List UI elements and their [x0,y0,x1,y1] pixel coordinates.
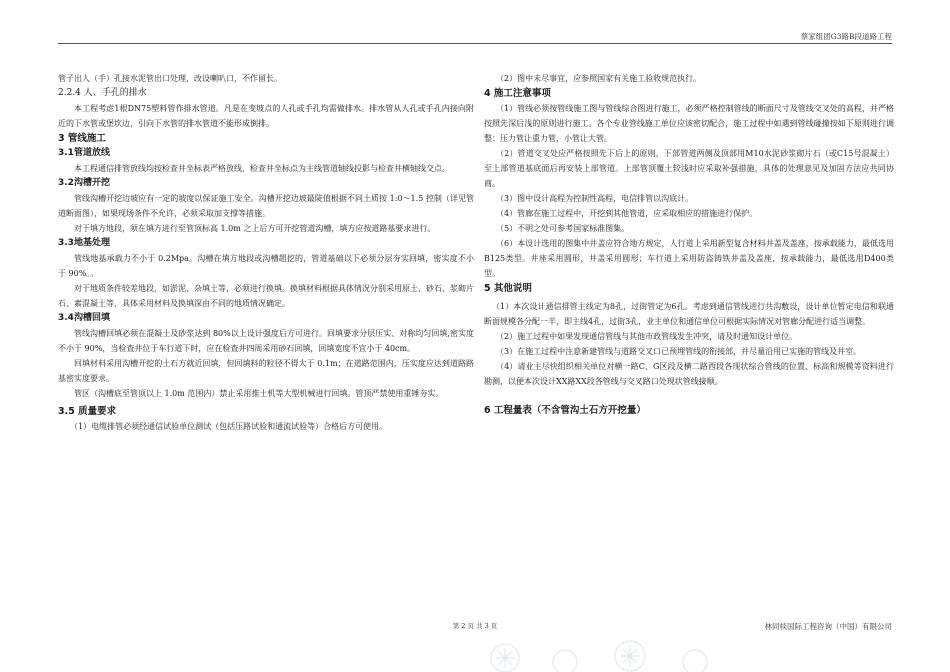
list-item: （2）施工过程中如果发现通信管线与其他市政管线发生冲突，请及时通知设计单位。 [496,332,798,341]
list-item: （1）管线必须按管线施工图与管线综合图进行施工，必须严格控制管线的断面尺寸及管线交叉处的高程，并严格按照先深后浅的原则进行施工。各个专业管线施工单位应该密切配合，施工过程中如遇到管线碰撞按如下原则进行调整：压力管让重力管，小管让大管。 [484,104,894,143]
right-column [484,71,894,418]
paragraph: 对于地质条件较差地段，如淤泥、杂填土等，必须进行换填。换填材料根据具体情况分别采用原土、砂石、浆砌片石、素混凝土等，具体采用材料及换填深由不同的地质情况确定。 [58,284,474,308]
list-item: （3）在施工过程中注意新建管线与道路交叉口已预埋管线的衔接部，并尽量沿用已实施的管线及井室。 [496,347,862,356]
paragraph: 对于填方地段，须在填方进行至管顶标高 1.0m 之上后方可开挖管道沟槽，填方应按道路基要求进行。 [74,224,436,233]
paragraph: （1）电缆排管必须经通信试验单位测试（包括压路试验和通流试验等）合格后方可使用。 [70,422,388,431]
paragraph: 管线地基承载力不小于 0.2Mpa。沟槽在填方地段或沟槽超挖的，管道基础以下必须分层夯实回填，密实度不小于 90%。。 [58,254,474,278]
paragraph: 回填材料采用沟槽开挖的土石方就近回填，但回填料的粒径不得大于 0.1m；在道路范围内，压实度应达到道路路基密实度要求。 [58,359,474,383]
section-heading-3-2: 3.2沟槽开挖 [58,178,110,188]
section-heading-2-2-4: 2.2.4 人、手孔的排水 [58,88,147,98]
list-item: （3）图中设计高程为控制性高程，电信排管以沟底计。 [496,194,694,203]
left-column [58,71,474,434]
section-heading-3: 3 管线施工 [58,133,106,144]
list-item: （5）不明之处可参考国家标准图集。 [496,224,630,233]
section-heading-6: 6 工程量表（不含管沟土石方开挖量） [484,405,646,416]
paragraph: 管线沟槽回填必须在混凝土及砂浆达到 80%以上设计强度后方可进行。回填要求分层压实、对称均匀回填,密实度不小于 90%，当检查井位于车行道下时，应在检查井四周采用砂石回填，回填宽度不宜小于 40cm。 [58,329,474,353]
section-heading-3-3: 3.3地基处理 [58,238,110,248]
company-name: 林同棪国际工程咨询（中国）有限公司 [764,622,892,631]
paragraph: 管线沟槽开挖边坡应有一定的坡度以保证施工安全。沟槽开挖边坡最陡值根据不同土质按 1:0～1.5 控制（详见管道断面图），如果现场条件不允许，必须采取加支撑等措施。 [58,194,474,218]
header-project-name: 蔡家组团G3路B段道路工程 [800,32,892,41]
header-divider [58,43,892,44]
section-heading-3-4: 3.4沟槽回填 [58,313,110,323]
list-item: （2）管道交叉处应严格按照先下后上的原则，下部管道两侧及顶部用M10水泥砂浆砌片石（或C15号混凝土）至上部管道基底面后再安装上部管道。上部管顶覆土较浅时应采取补强措施，具体的处理意见及加固方法应共同协商。 [484,149,894,188]
section-heading-5: 5 其他说明 [484,283,532,294]
section-heading-4: 4 施工注意事项 [484,88,551,99]
list-item: （4）管廊在施工过程中，开挖到其他管道，应采取相应的措施进行保护。 [496,209,758,218]
section-heading-3-1: 3.1管道放线 [58,148,110,158]
watermark-pattern [455,630,755,672]
page-number: 第 2 页 共 3 页 [452,622,498,630]
list-item: （1）本次设计通信排管主线定为8孔，过街管定为6孔。考虑到通信管线进行共沟敷设，设计单位暂定电信和联通断面规模各分配一半，即主线4孔，过街3孔，业主单位和通信单位可根据实际情况对管廊分配进行适当调整。 [484,302,894,326]
list-item: （6）本设计选用的图集中井盖应符合地方规定，人行道上采用新型复合材料井盖及盖座，按承载能力，最低选用B125类型。井座采用圆形，井盖采用圆形；车行道上采用防盗铸铁井盖及盖座，按承载能力，最低选用D400类型。 [484,239,894,278]
paragraph: 管区（沟槽底至管顶以上 1.0m 范围内）禁止采用推土机等大型机械进行回填。管顶严禁使用重锤夯实。 [74,389,444,398]
paragraph: 本工程通信排管放线均按检查井坐标表严格放线，检查井坐标点为主线管道轴线投影与检查井横轴线交点。 [74,164,450,173]
section-heading-3-5: 3.5 质量要求 [58,406,117,417]
paragraph: （2）图中未尽事宜，应参照国家有关施工验收规范执行。 [496,74,702,83]
list-item: （4）请业主尽快组织相关单位对横一路C、G区段及横二路西段各现状综合管线的位置、标高和规模等资料进行勘测，以便本次设计XX路XX段各管线与交叉路口处现状管线接顺。 [484,362,894,386]
paragraph: 管子出人（手）孔接水泥管出口处理，改设喇叭口，不作留长。 [58,74,282,83]
paragraph: 本工程考虑1根DN75塑料管作排水管道。凡是在变坡点的人孔或手孔均需做排水。排水管从人孔或手孔内接向附近的下水管或堡坎边，引向下水管的排水管道不能形成倒排。 [58,104,474,128]
